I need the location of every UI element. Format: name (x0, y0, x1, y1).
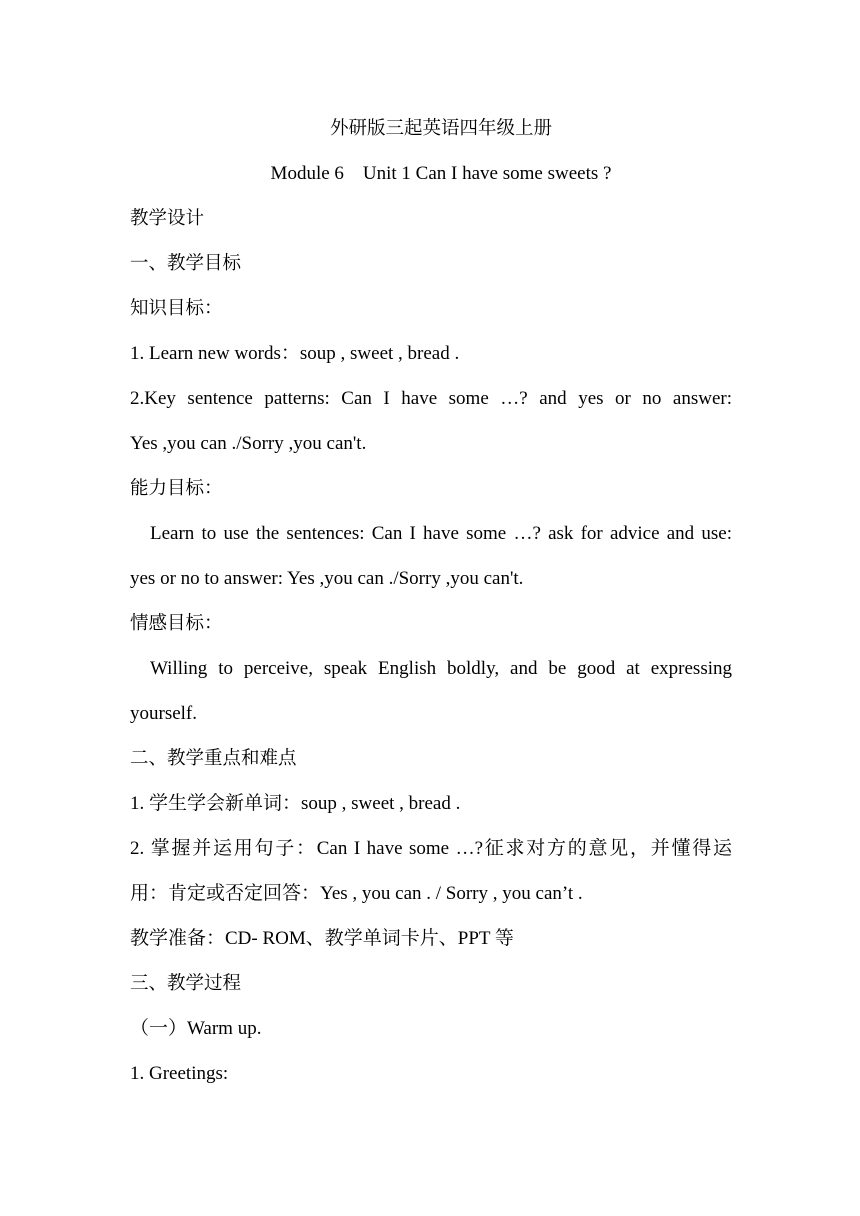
heading-key-points: 二、教学重点和难点 (130, 748, 297, 769)
key-point-item-1: 1. 学生学会新单词：soup , sweet , bread . (130, 793, 461, 814)
key-point-item-2-line-2: 用：肯定或否定回答：Yes , you can . / Sorry , you can’t . (130, 883, 583, 904)
knowledge-item-2-line-1: 2.Key sentence patterns: Can I have some …? and yes or no answer: (130, 388, 732, 409)
emotion-text-line-1: Willing to perceive, speak English boldly, and be good at expressing (150, 658, 732, 679)
heading-teaching-objectives: 一、教学目标 (130, 253, 242, 274)
heading-teaching-process: 三、教学过程 (130, 973, 242, 994)
key-point-item-2-line-1: 2. 掌握并运用句子：Can I have some …?征求对方的意见，并懂得运 (130, 838, 732, 859)
process-greetings: 1. Greetings: (130, 1063, 229, 1084)
knowledge-objectives-label: 知识目标： (130, 298, 223, 319)
ability-objectives-label: 能力目标： (130, 478, 223, 499)
knowledge-item-1: 1. Learn new words：soup , sweet , bread . (130, 343, 460, 364)
emotion-objectives-label: 情感目标： (130, 613, 223, 634)
knowledge-item-2-line-2: Yes ,you can ./Sorry ,you can't. (130, 433, 367, 454)
ability-text-line-1: Learn to use the sentences: Can I have some …? ask for advice and use: (150, 523, 732, 544)
process-step-warm-up: （一）Warm up. (130, 1018, 262, 1039)
document-subtitle: Module 6 Unit 1 Can I have some sweets ? (270, 163, 612, 184)
emotion-text-line-2: yourself. (130, 703, 198, 724)
document-title: 外研版三起英语四年级上册 (329, 118, 552, 139)
teaching-preparation: 教学准备：CD- ROM、教学单词卡片、PPT 等 (130, 928, 514, 949)
heading-teaching-design: 教学设计 (130, 208, 205, 229)
document-page (130, 106, 732, 1096)
ability-text-line-2: yes or no to answer: Yes ,you can ./Sorry ,you can't. (130, 568, 524, 589)
